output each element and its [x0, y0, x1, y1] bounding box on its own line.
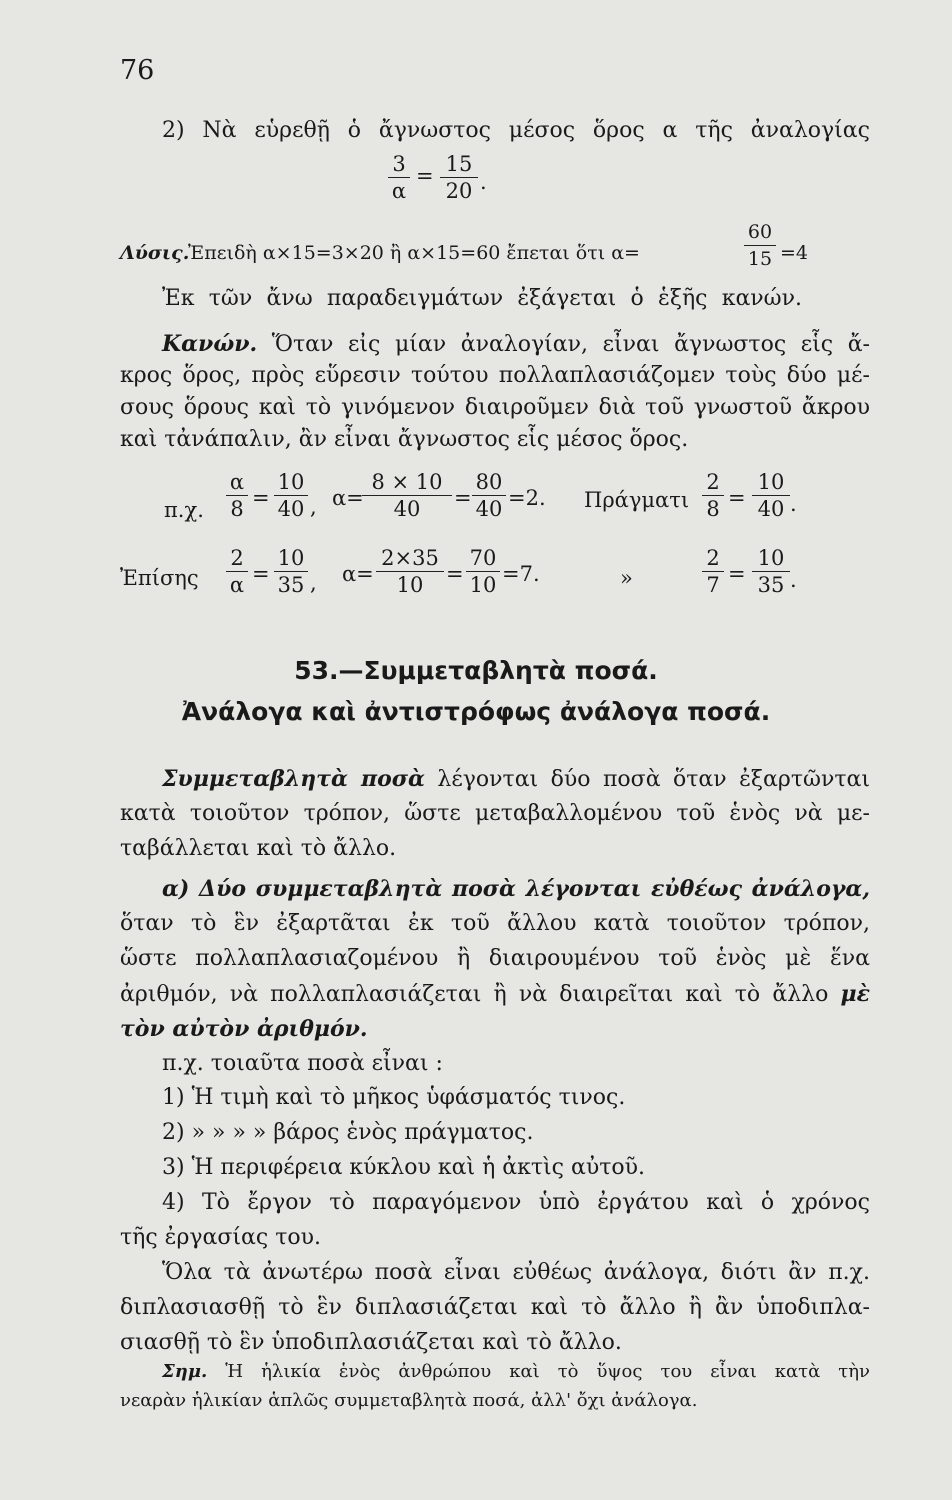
- example1-fraction-1: α 8: [226, 470, 248, 521]
- problem-fraction-1: 3 α: [388, 152, 410, 203]
- note-line-2: νεαρὰν ἡλικίαν ἁπλῶς συμμεταβλητὰ ποσά, ἀλλ' ὄχι ἀνάλογα.: [120, 1390, 698, 1411]
- example1-fraction-6: 10 40: [752, 470, 790, 521]
- example2-ditto-mark: »: [620, 566, 633, 590]
- list-item: 3) Ἡ περιφέρεια κύκλου καὶ ἡ ἀκτὶς αὐτοῦ.: [162, 1155, 645, 1180]
- example1-fraction-5: 2 8: [702, 470, 724, 521]
- example1-fraction-2: 10 40: [274, 470, 308, 521]
- conclusion-line-3: σιασθῇ τὸ ἓν ὑποδιπλασιάζεται καὶ τὸ ἄλλο.: [120, 1330, 622, 1355]
- example1-check-label: Πράγματι: [584, 488, 690, 512]
- solution-fraction: 60 15: [744, 220, 776, 271]
- problem-equals: =: [416, 164, 434, 188]
- example2-fraction-3: 2×35 10: [376, 546, 444, 597]
- list-item-continuation: τῆς ἐργασίας του.: [120, 1225, 322, 1250]
- example2-fraction-5: 2 7: [702, 546, 724, 597]
- rule-line-3: σους ὅρους καὶ τὸ γινόμενον διαιροῦμεν διὰ τοῦ γνωστοῦ ἄκρου: [120, 395, 870, 420]
- direct-line-1: α) Δύο συμμεταβλητὰ ποσὰ λέγονται εὐθέως ἀνάλογα,: [162, 876, 870, 902]
- list-item: 1) Ἡ τιμὴ καὶ τὸ μῆκος ὑφάσματός τινος.: [162, 1085, 626, 1110]
- example2-fraction-4: 70 10: [466, 546, 500, 597]
- problem-statement: 2) Νὰ εὑρεθῇ ὁ ἄγνωστος μέσος ὅρος α τῆς ἀναλογίας: [162, 118, 870, 143]
- example2-prefix: Ἐπίσης: [120, 566, 199, 590]
- direct-line-4: ἀριθμόν, νὰ πολλαπλασιάζεται ἢ νὰ διαιρεῖται καὶ τὸ ἄλλο μὲ: [120, 981, 870, 1007]
- problem-end: .: [480, 170, 487, 194]
- rule-line-1: Κανών. Ὅταν εἰς μίαν ἀναλογίαν, εἶναι ἄγνωστος εἷς ἄ-: [162, 331, 870, 357]
- definition-term: Συμμεταβλητὰ ποσὰ: [162, 766, 425, 792]
- derive-line: Ἐκ τῶν ἄνω παραδειγμάτων ἐξάγεται ὁ ἑξῆς κανών.: [162, 286, 802, 311]
- solution-result: =4: [780, 242, 809, 264]
- example2-fraction-1: 2 α: [226, 546, 248, 597]
- solution-text: Ἐπειδὴ α×15=3×20 ἢ α×15=60 ἔπεται ὅτι α=: [188, 242, 640, 264]
- example1-fraction-3: 8 × 10 40: [362, 470, 452, 521]
- section-title: 53.—Συμμεταβλητὰ ποσά.: [294, 656, 658, 685]
- example1-prefix: π.χ.: [164, 498, 204, 522]
- examples-intro: π.χ. τοιαῦτα ποσὰ εἶναι :: [162, 1051, 443, 1076]
- problem-fraction-2: 15 20: [440, 152, 478, 203]
- example2-fraction-6: 10 35: [752, 546, 790, 597]
- conclusion-line-2: διπλασιασθῇ τὸ ἓν διπλασιάζεται καὶ τὸ ἄλλο ἢ ἂν ὑποδιπλα-: [120, 1295, 870, 1320]
- note-label: Σημ.: [162, 1361, 208, 1382]
- definition-line-2: κατὰ τοιοῦτον τρόπον, ὥστε μεταβαλλομένου τοῦ ἑνὸς νὰ με-: [120, 801, 870, 826]
- definition-line-1: Συμμεταβλητὰ ποσὰ λέγονται δύο ποσὰ ὅταν ἐξαρτῶνται: [162, 766, 870, 792]
- page-number: 76: [120, 55, 155, 86]
- rule-line-4: καὶ τἀνάπαλιν, ἂν εἶναι ἄγνωστος εἷς μέσος ὅρος.: [120, 427, 689, 452]
- section-subtitle: Ἀνάλογα καὶ ἀντιστρόφως ἀνάλογα ποσά.: [181, 697, 771, 726]
- example1-fraction-4: 80 40: [472, 470, 506, 521]
- definition-line-3: ταβάλλεται καὶ τὸ ἄλλο.: [120, 836, 397, 861]
- direct-line-3: ὥστε πολλαπλασιαζομένου ἢ διαιρουμένου τοῦ ἑνὸς μὲ ἕνα: [120, 946, 870, 971]
- solution-label: Λύσις.: [120, 242, 190, 264]
- list-item: 4) Τὸ ἔργον τὸ παραγόμενον ὑπὸ ἐργάτου καὶ ὁ χρόνος: [162, 1190, 870, 1215]
- direct-line-2: ὅταν τὸ ἓν ἐξαρτᾶται ἐκ τοῦ ἄλλου κατὰ τοιοῦτον τρόπον,: [120, 911, 870, 936]
- conclusion-line-1: Ὅλα τὰ ἀνωτέρω ποσὰ εἶναι εὐθέως ἀνάλογα, διότι ἂν π.χ.: [162, 1260, 870, 1285]
- rule-line-2: κρος ὅρος, πρὸς εὕρεσιν τούτου πολλαπλασιάζομεν τοὺς δύο μέ-: [120, 363, 870, 388]
- note-line-1: Σημ. Ἡ ἡλικία ἑνὸς ἀνθρώπου καὶ τὸ ὕψος του εἶναι κατὰ τὴν: [162, 1361, 870, 1382]
- list-item: 2) » » » » βάρος ἑνὸς πράγματος.: [162, 1120, 534, 1145]
- example2-fraction-2: 10 35: [274, 546, 308, 597]
- rule-label: Κανών.: [162, 331, 258, 357]
- direct-line-5: τὸν αὐτὸν ἀριθμόν.: [120, 1016, 368, 1042]
